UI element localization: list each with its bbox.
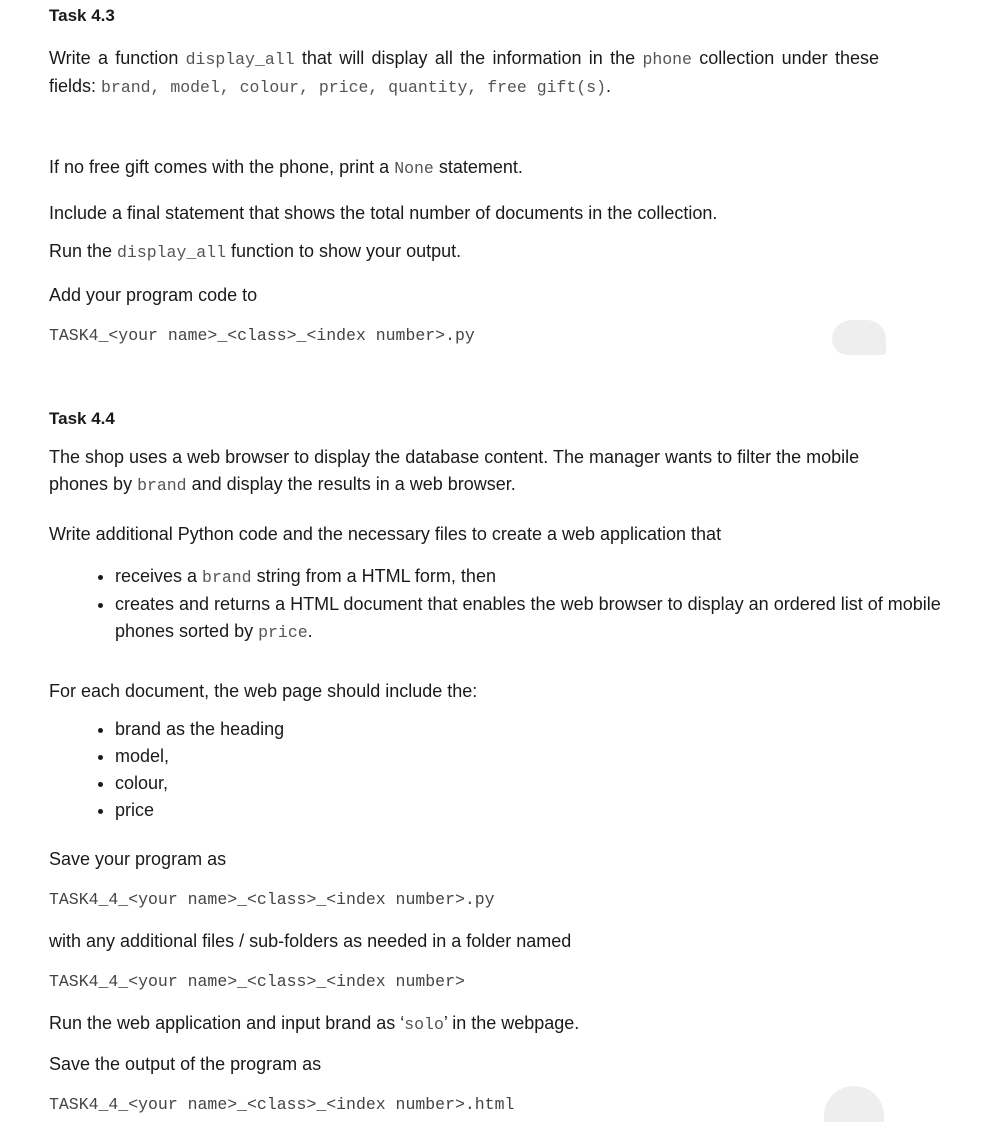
task-4-4-heading: Task 4.4 [49,409,115,428]
task-4-4-paragraph-4: Save your program as [49,849,227,869]
list-item: • receives a brand string from a HTML form, then [115,563,945,591]
task-4-3-heading: Task 4.3 [49,6,115,25]
task-4-4-paragraph-3: For each document, the web page should include the: [49,681,478,701]
scan-smudge [824,1086,884,1122]
requirements-list [49,563,945,646]
task-4-3-paragraph-1: Write a function display_all that will display all the information in the phone collection under these fields: brand, model, colour, price, quantity, free gift(s). [49,48,879,97]
task-4-4-paragraph-7: Save the output of the program as [49,1054,322,1074]
list-item: • price [115,797,284,824]
task-4-4-html-filename: TASK4_4_<your name>_<class>_<index number>.html [49,1095,515,1114]
list-item: • colour, [115,770,284,797]
task-4-3-paragraph-3: Include a final statement that shows the total number of documents in the collection. [49,203,718,223]
task-4-3-filename: TASK4_<your name>_<class>_<index number>.py [49,326,475,345]
task-4-4-paragraph-5: with any additional files / sub-folders as needed in a folder named [49,931,572,951]
task-4-3-paragraph-4: Run the display_all function to show your output. [49,241,462,262]
task-4-4-folder-name: TASK4_4_<your name>_<class>_<index number> [49,972,465,991]
list-item: • brand as the heading [115,716,284,743]
task-4-4-paragraph-1: The shop uses a web browser to display the database content. The manager wants to filter the mobile phones by brand and display the results in a web browser. [49,447,860,495]
list-item: • creates and returns a HTML document that enables the web browser to display an ordered list of mobile phones sorted by price. [115,591,945,646]
scan-smudge [832,320,886,355]
task-4-4-py-filename: TASK4_4_<your name>_<class>_<index number>.py [49,890,495,909]
list-item: • model, [115,743,284,770]
task-4-3-paragraph-2: If no free gift comes with the phone, print a None statement. [49,157,523,178]
task-4-4-paragraph-6: Run the web application and input brand as ‘solo’ in the webpage. [49,1013,580,1034]
task-4-3-paragraph-5: Add your program code to [49,285,258,305]
task-4-4-paragraph-2: Write additional Python code and the necessary files to create a web application that [49,524,722,544]
fields-list [49,716,284,824]
